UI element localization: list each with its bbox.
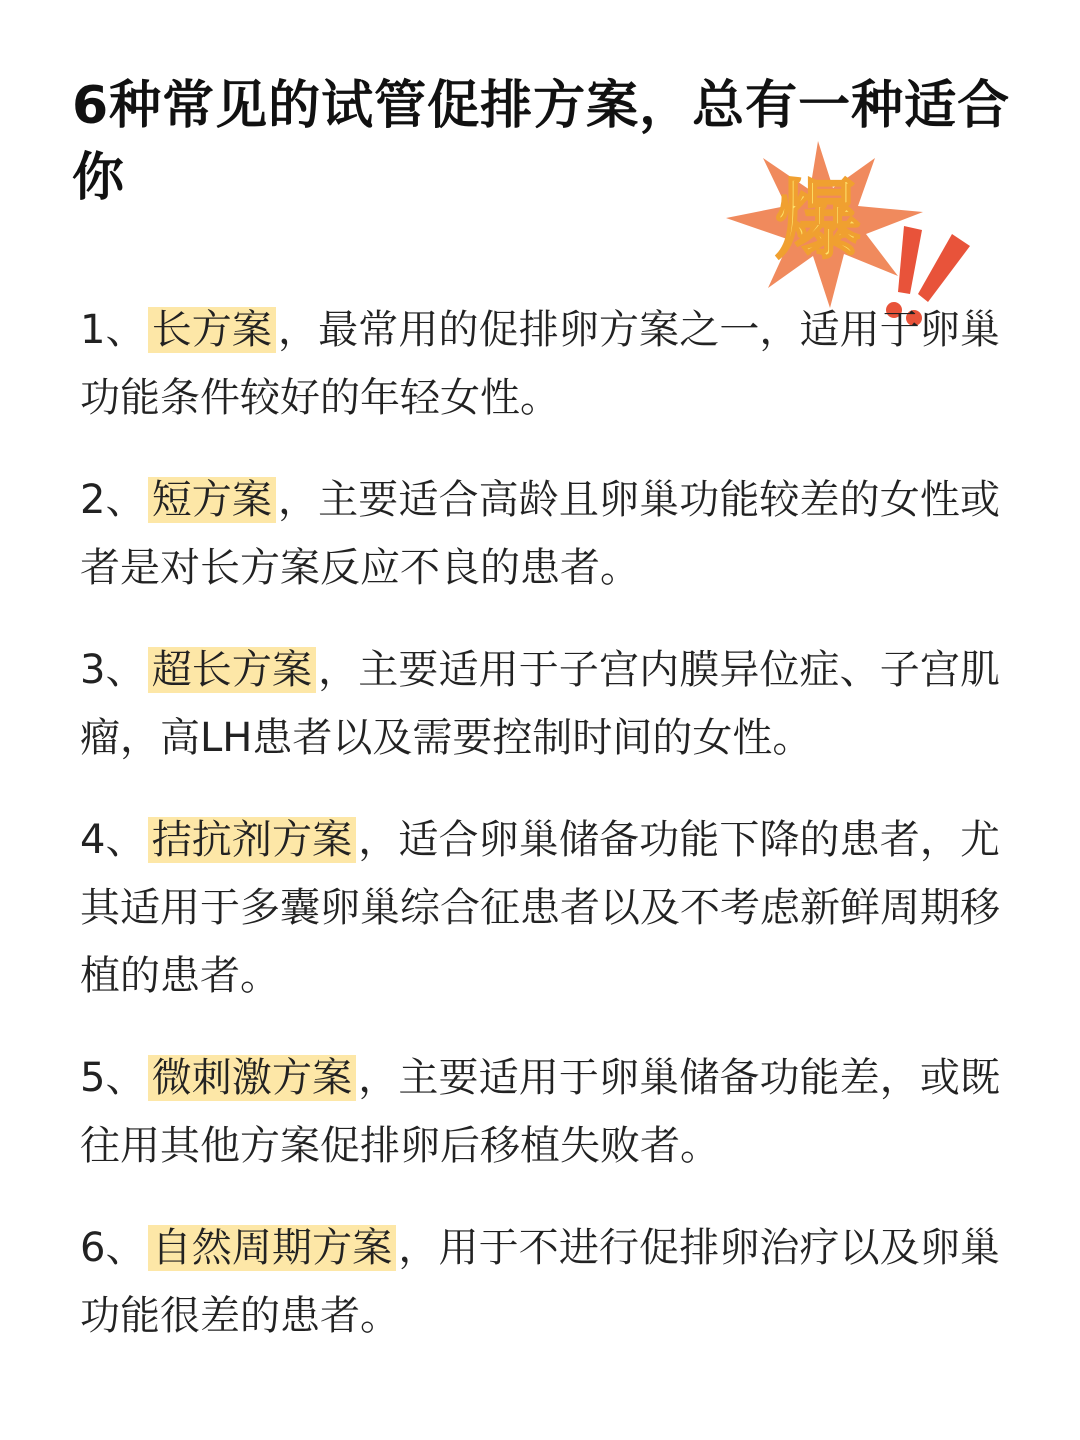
item-description: ，主要适合高龄且卵巢功能较差的女性或者是对长方案反应不良的患者。 <box>80 477 1001 591</box>
list-item <box>80 636 1000 772</box>
highlighted-plan-name: 拮抗剂方案 <box>148 817 357 863</box>
list-item <box>80 296 1000 432</box>
item-number: 1、 <box>80 307 146 353</box>
highlighted-plan-name: 短方案 <box>148 477 276 523</box>
list-item <box>80 1214 1000 1350</box>
item-number: 5、 <box>80 1055 146 1101</box>
item-description: ，主要适用于子宫内膜异位症、子宫肌瘤，高LH患者以及需要控制时间的女性。 <box>80 647 1001 761</box>
list-item <box>80 1044 1000 1180</box>
item-description: ，用于不进行促排卵治疗以及卵巢功能很差的患者。 <box>80 1225 1001 1339</box>
highlighted-plan-name: 超长方案 <box>148 647 316 693</box>
list-item <box>80 466 1000 602</box>
item-number: 2、 <box>80 477 146 523</box>
item-description: ，主要适用于卵巢储备功能差，或既往用其他方案促排卵后移植失败者。 <box>80 1055 1001 1169</box>
item-description: ，适合卵巢储备功能下降的患者，尤其适用于多囊卵巢综合征患者以及不考虑新鲜周期移植的患者。 <box>80 817 1001 999</box>
explosion-text: 爆 <box>775 171 861 271</box>
plan-list <box>80 296 1000 1350</box>
item-number: 6、 <box>80 1225 146 1271</box>
item-description: ，最常用的促排卵方案之一，适用于卵巢功能条件较好的年轻女性。 <box>80 307 1001 421</box>
page-title: 6种常见的试管促排方案，总有一种适合你 <box>72 76 1011 208</box>
highlighted-plan-name: 自然周期方案 <box>148 1225 397 1271</box>
item-number: 4、 <box>80 817 146 863</box>
highlighted-plan-name: 长方案 <box>148 307 276 353</box>
item-number: 3、 <box>80 647 146 693</box>
highlighted-plan-name: 微刺激方案 <box>148 1055 357 1101</box>
list-item <box>80 806 1000 1010</box>
